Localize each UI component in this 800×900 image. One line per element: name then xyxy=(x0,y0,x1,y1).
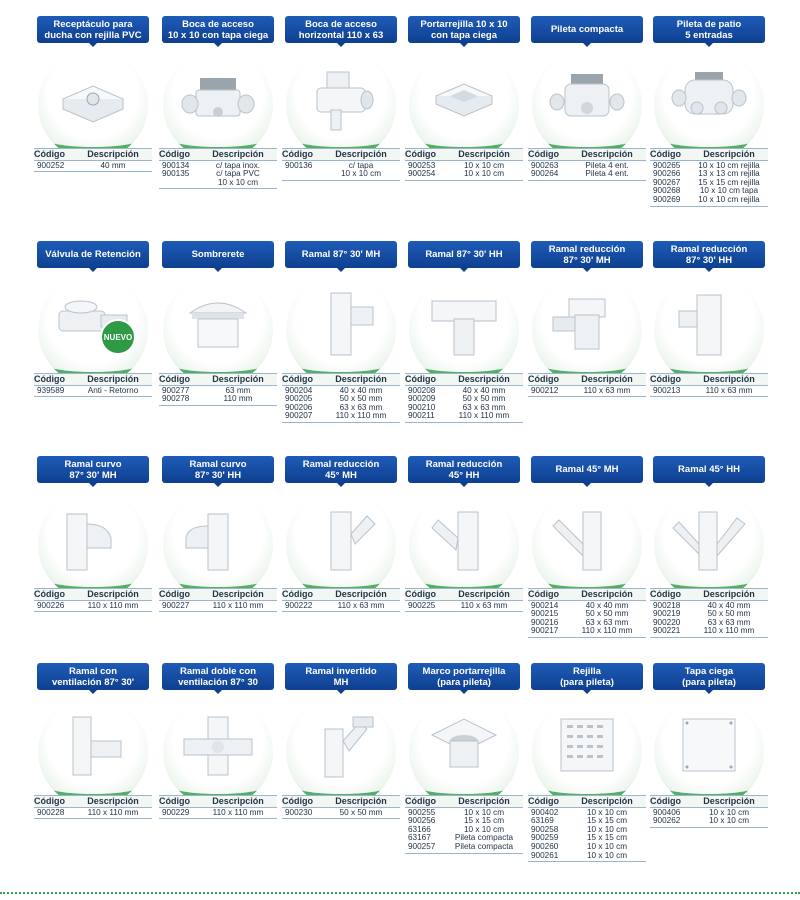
product-description: 110 x 110 mm xyxy=(458,412,510,421)
table-row xyxy=(405,809,523,818)
product-code: 900255 xyxy=(408,808,436,817)
product-description: 10 x 10 cm xyxy=(708,817,750,826)
wye-hh-icon xyxy=(654,490,764,600)
reducing-tee-mh-icon xyxy=(532,275,642,385)
product-code-table xyxy=(34,373,152,397)
tee-mh-icon xyxy=(286,275,396,385)
product-title-tag: Ramal 45° MH xyxy=(531,456,643,483)
product-title-tag: Sombrerete xyxy=(162,241,274,268)
wye-mh-icon xyxy=(532,490,642,600)
table-row xyxy=(405,412,523,421)
product-code: 900402 xyxy=(531,808,559,817)
description-header: Descripción xyxy=(581,149,633,159)
product-description: 110 x 63 mm xyxy=(337,601,385,610)
product-code-table xyxy=(528,588,646,638)
product-description: 10 x 10 cm xyxy=(340,170,382,179)
product-description: 10 x 10 cm xyxy=(463,161,505,170)
product-code: 900267 xyxy=(653,178,681,187)
product-code: 900219 xyxy=(653,610,681,619)
product-code: 900264 xyxy=(531,170,559,179)
table-row xyxy=(282,412,400,421)
product-code: 900253 xyxy=(408,161,436,170)
product-description: 110 x 110 mm xyxy=(87,808,139,817)
product-code-table xyxy=(282,148,400,181)
product-title-tag: Tapa ciega (para pileta) xyxy=(653,663,765,690)
description-header: Descripción xyxy=(581,589,633,599)
table-row xyxy=(34,602,152,611)
table-row xyxy=(34,162,152,171)
code-header: Código xyxy=(34,589,65,599)
description-header: Descripción xyxy=(703,796,755,806)
table-row xyxy=(282,395,400,404)
description-header: Descripción xyxy=(335,796,387,806)
description-header: Descripción xyxy=(87,796,139,806)
product-code: 900225 xyxy=(408,601,436,610)
product-title-tag: Ramal reducción 87° 30' HH xyxy=(653,241,765,268)
product-code: 900258 xyxy=(531,825,559,834)
product-code: 900269 xyxy=(653,195,681,204)
description-header: Descripción xyxy=(703,589,755,599)
table-row xyxy=(405,387,523,396)
product-description: 40 mm xyxy=(100,161,126,170)
table-row xyxy=(650,196,768,205)
product-code: 900215 xyxy=(531,610,559,619)
product-description: 15 x 15 cm xyxy=(463,817,505,826)
table-row xyxy=(159,162,277,171)
product-description: 10 x 10 cm xyxy=(463,170,505,179)
product-code: 900256 xyxy=(408,817,436,826)
product-title-tag: Rejilla (para pileta) xyxy=(531,663,643,690)
description-header: Descripción xyxy=(458,374,510,384)
product-code: 900221 xyxy=(653,627,681,636)
description-header: Descripción xyxy=(458,589,510,599)
table-row xyxy=(405,404,523,413)
product-description: 40 x 40 mm xyxy=(707,601,751,610)
product-title-tag: Ramal reducción 45° MH xyxy=(285,456,397,483)
product-code: 900210 xyxy=(408,403,436,412)
table-row xyxy=(528,619,646,628)
product-description: 10 x 10 cm xyxy=(463,825,505,834)
table-row xyxy=(650,179,768,188)
table-row xyxy=(159,170,277,179)
description-header: Descripción xyxy=(87,589,139,599)
table-row xyxy=(282,602,400,611)
product-description: 63 x 63 mm xyxy=(585,618,629,627)
product-code: 900207 xyxy=(285,412,313,421)
product-description: 110 x 110 mm xyxy=(703,627,755,636)
table-row xyxy=(650,387,768,396)
product-code-table xyxy=(34,148,152,172)
product-description: 50 x 50 mm xyxy=(339,395,383,404)
access-horizontal-icon xyxy=(286,50,396,160)
product-title-tag: Ramal doble con ventilación 87° 30 xyxy=(162,663,274,690)
product-code: 900260 xyxy=(531,842,559,851)
table-row xyxy=(528,817,646,826)
table-row xyxy=(405,843,523,852)
grate-icon xyxy=(532,697,642,807)
table-row xyxy=(650,187,768,196)
code-header: Código xyxy=(282,589,313,599)
table-row xyxy=(34,387,152,396)
description-header: Descripción xyxy=(87,149,139,159)
product-code: 900265 xyxy=(653,161,681,170)
product-code-table xyxy=(282,373,400,423)
product-code xyxy=(282,170,322,179)
product-code: 900262 xyxy=(653,817,681,826)
table-row xyxy=(282,170,400,179)
table-row xyxy=(282,809,400,818)
product-code: 900134 xyxy=(162,161,190,170)
code-header: Código xyxy=(528,374,559,384)
description-header: Descripción xyxy=(212,589,264,599)
product-description: Pileta 4 ent. xyxy=(585,161,629,170)
product-code: 900209 xyxy=(408,395,436,404)
product-description: c/ tapa inox. xyxy=(215,161,261,170)
product-description: 63 x 63 mm xyxy=(707,618,751,627)
reducing-wye-hh-icon xyxy=(409,490,519,600)
product-description: 15 x 15 cm xyxy=(586,834,628,843)
product-code-table xyxy=(405,148,523,181)
product-code: 900216 xyxy=(531,618,559,627)
product-code-table xyxy=(282,795,400,819)
table-row xyxy=(282,162,400,171)
product-description: 110 x 110 mm xyxy=(335,412,387,421)
table-row xyxy=(528,162,646,171)
table-row xyxy=(650,817,768,826)
product-description: 110 mm xyxy=(223,395,253,404)
product-description: 15 x 15 cm rejilla xyxy=(698,178,760,187)
code-header: Código xyxy=(34,149,65,159)
product-code: 900220 xyxy=(653,618,681,627)
product-description: 63 x 63 mm xyxy=(339,403,383,412)
table-row xyxy=(650,602,768,611)
description-header: Descripción xyxy=(581,374,633,384)
grate-holder-icon xyxy=(409,50,519,160)
code-header: Código xyxy=(282,796,313,806)
product-code: 900266 xyxy=(653,170,681,179)
product-code: 900206 xyxy=(285,403,313,412)
description-header: Descripción xyxy=(212,796,264,806)
code-header: Código xyxy=(34,374,65,384)
product-code-table xyxy=(159,148,277,189)
table-row xyxy=(159,395,277,404)
tee-hh-icon xyxy=(409,275,519,385)
product-description: 110 x 110 mm xyxy=(212,808,264,817)
product-description: 63 mm xyxy=(225,386,251,395)
code-header: Código xyxy=(650,149,681,159)
curved-tee-mh-icon xyxy=(38,490,148,600)
product-code: 900259 xyxy=(531,834,559,843)
product-code-table xyxy=(159,588,277,612)
product-description: 50 x 50 mm xyxy=(339,808,383,817)
product-code: 900222 xyxy=(285,601,313,610)
product-title-tag: Ramal curvo 87° 30' HH xyxy=(162,456,274,483)
product-description: 15 x 15 cm xyxy=(586,817,628,826)
product-code: 900218 xyxy=(653,601,681,610)
table-row xyxy=(650,627,768,636)
new-badge: NUEVO xyxy=(100,319,136,355)
product-description: 10 x 10 cm xyxy=(463,808,505,817)
product-code: 900211 xyxy=(408,412,435,421)
product-code-table xyxy=(650,795,768,828)
table-row xyxy=(650,809,768,818)
product-code-table xyxy=(528,795,646,862)
product-description: 110 x 63 mm xyxy=(460,601,508,610)
product-code-table xyxy=(528,148,646,181)
product-title-tag: Marco portarrejilla (para pileta) xyxy=(408,663,520,690)
product-description: 50 x 50 mm xyxy=(585,610,629,619)
description-header: Descripción xyxy=(212,374,264,384)
table-row xyxy=(650,610,768,619)
product-code: 900135 xyxy=(162,170,190,179)
product-description: 10 x 10 cm xyxy=(217,178,259,187)
product-description: 40 x 40 mm xyxy=(462,386,506,395)
curved-tee-hh-icon xyxy=(163,490,273,600)
compact-basin-icon xyxy=(532,50,642,160)
table-row xyxy=(650,619,768,628)
inverted-tee-icon xyxy=(286,697,396,807)
description-header: Descripción xyxy=(87,374,139,384)
table-row xyxy=(159,179,277,188)
product-title-tag: Ramal invertido MH xyxy=(285,663,397,690)
product-title-tag: Ramal 87° 30' MH xyxy=(285,241,397,268)
product-code: 900268 xyxy=(653,187,681,196)
product-code: 939589 xyxy=(37,386,65,395)
description-header: Descripción xyxy=(458,796,510,806)
code-header: Código xyxy=(282,374,313,384)
code-header: Código xyxy=(405,796,436,806)
product-code-table xyxy=(159,795,277,819)
product-title-tag: Ramal con ventilación 87° 30' xyxy=(37,663,149,690)
product-code-table xyxy=(650,148,768,207)
table-row xyxy=(528,610,646,619)
product-title-tag: Portarrejilla 10 x 10 con tapa ciega xyxy=(408,16,520,43)
product-description: Pileta 4 ent. xyxy=(585,170,629,179)
product-code: 900227 xyxy=(162,601,190,610)
double-vent-tee-icon xyxy=(163,697,273,807)
product-code: 900214 xyxy=(531,601,559,610)
product-title-tag: Boca de acceso horizontal 110 x 63 xyxy=(285,16,397,43)
product-code: 900406 xyxy=(653,808,681,817)
vent-cap-icon xyxy=(163,275,273,385)
product-description: 10 x 10 cm xyxy=(586,825,628,834)
table-row xyxy=(528,826,646,835)
product-code-table xyxy=(405,795,523,854)
product-description: 10 x 10 cm rejilla xyxy=(698,195,760,204)
product-description: 10 x 10 cm rejilla xyxy=(698,161,760,170)
access-box-icon xyxy=(163,50,273,160)
table-row xyxy=(405,170,523,179)
product-description: 50 x 50 mm xyxy=(707,610,751,619)
product-code: 900205 xyxy=(285,395,313,404)
product-code: 900277 xyxy=(162,386,190,395)
code-header: Código xyxy=(34,796,65,806)
table-row xyxy=(405,817,523,826)
table-row xyxy=(650,170,768,179)
product-code: 900208 xyxy=(408,386,436,395)
product-title-tag: Ramal reducción 45° HH xyxy=(408,456,520,483)
product-code: 900204 xyxy=(285,386,313,395)
description-header: Descripción xyxy=(458,149,510,159)
patio-basin-icon xyxy=(654,50,764,160)
table-row xyxy=(405,602,523,611)
code-header: Código xyxy=(159,374,190,384)
table-row xyxy=(650,162,768,171)
product-code: 900212 xyxy=(531,386,559,395)
table-row xyxy=(528,602,646,611)
code-header: Código xyxy=(405,589,436,599)
code-header: Código xyxy=(650,589,681,599)
code-header: Código xyxy=(650,374,681,384)
product-description: 110 x 63 mm xyxy=(705,386,753,395)
product-title-tag: Boca de acceso 10 x 10 con tapa ciega xyxy=(162,16,274,43)
code-header: Código xyxy=(650,796,681,806)
code-header: Código xyxy=(159,796,190,806)
product-code: 900254 xyxy=(408,170,436,179)
product-code-table xyxy=(405,373,523,423)
product-description: Pileta compacta xyxy=(454,834,514,843)
table-row xyxy=(405,826,523,835)
product-title-tag: Pileta compacta xyxy=(531,16,643,43)
product-code-table xyxy=(34,588,152,612)
product-description: 40 x 40 mm xyxy=(585,601,629,610)
product-title-tag: Pileta de patio 5 entradas xyxy=(653,16,765,43)
description-header: Descripción xyxy=(335,589,387,599)
code-header: Código xyxy=(405,149,436,159)
code-header: Código xyxy=(159,149,190,159)
product-code: 63166 xyxy=(408,825,431,834)
vent-tee-icon xyxy=(38,697,148,807)
product-description: c/ tapa xyxy=(348,161,374,170)
product-code: 900229 xyxy=(162,808,190,817)
product-description: 10 x 10 cm xyxy=(586,851,628,860)
product-title-tag: Ramal curvo 87° 30' MH xyxy=(37,456,149,483)
table-row xyxy=(34,809,152,818)
product-description: 110 x 110 mm xyxy=(212,601,264,610)
product-code: 900228 xyxy=(37,808,65,817)
product-title-tag: Ramal reducción 87° 30' MH xyxy=(531,241,643,268)
reducing-wye-mh-icon xyxy=(286,490,396,600)
table-row xyxy=(405,395,523,404)
product-description: 50 x 50 mm xyxy=(462,395,506,404)
product-code: 900230 xyxy=(285,808,313,817)
code-header: Código xyxy=(528,589,559,599)
description-header: Descripción xyxy=(703,149,755,159)
product-code: 900252 xyxy=(37,161,65,170)
product-code-table xyxy=(528,373,646,397)
code-header: Código xyxy=(528,149,559,159)
product-description: 10 x 10 cm tapa xyxy=(699,187,759,196)
product-code: 900261 xyxy=(531,851,559,860)
product-code: 63169 xyxy=(531,817,554,826)
product-code: 900213 xyxy=(653,386,681,395)
product-description: 10 x 10 cm xyxy=(586,842,628,851)
product-description: 10 x 10 cm xyxy=(586,808,628,817)
product-code-table xyxy=(159,373,277,406)
description-header: Descripción xyxy=(703,374,755,384)
product-description: 40 x 40 mm xyxy=(339,386,383,395)
product-description: 10 x 10 cm xyxy=(708,808,750,817)
product-code: 900226 xyxy=(37,601,65,610)
product-description: Anti - Retorno xyxy=(87,386,139,395)
product-description: 63 x 63 mm xyxy=(462,403,506,412)
product-description: Pileta compacta xyxy=(454,842,514,851)
product-description: 110 x 63 mm xyxy=(583,386,631,395)
table-row xyxy=(159,809,277,818)
product-title-tag: Ramal 87° 30' HH xyxy=(408,241,520,268)
code-header: Código xyxy=(405,374,436,384)
code-header: Código xyxy=(282,149,313,159)
code-header: Código xyxy=(159,589,190,599)
product-description: c/ tapa PVC xyxy=(216,170,260,179)
table-row xyxy=(405,834,523,843)
description-header: Descripción xyxy=(335,374,387,384)
blind-cover-icon xyxy=(654,697,764,807)
description-header: Descripción xyxy=(335,149,387,159)
product-title-tag: Válvula de Retención xyxy=(37,241,149,268)
table-row xyxy=(528,170,646,179)
product-title-tag: Receptáculo para ducha con rejilla PVC xyxy=(37,16,149,43)
product-code-table xyxy=(34,795,152,819)
code-header: Código xyxy=(528,796,559,806)
product-code: 63167 xyxy=(408,834,431,843)
table-row xyxy=(528,627,646,636)
description-header: Descripción xyxy=(581,796,633,806)
table-row xyxy=(528,852,646,861)
table-row xyxy=(159,602,277,611)
product-title-tag: Ramal 45° HH xyxy=(653,456,765,483)
table-row xyxy=(528,834,646,843)
product-code: 900257 xyxy=(408,842,436,851)
dotted-footer-divider xyxy=(0,892,800,894)
description-header: Descripción xyxy=(212,149,264,159)
product-code xyxy=(159,179,199,188)
grate-frame-icon xyxy=(409,697,519,807)
product-description: 110 x 110 mm xyxy=(581,627,633,636)
table-row xyxy=(528,843,646,852)
shower-receptacle-icon xyxy=(38,50,148,160)
product-code: 900136 xyxy=(285,161,313,170)
product-code: 900217 xyxy=(531,627,559,636)
product-code: 900278 xyxy=(162,395,190,404)
table-row xyxy=(528,809,646,818)
product-code: 900263 xyxy=(531,161,559,170)
table-row xyxy=(159,387,277,396)
product-code-table xyxy=(405,588,523,612)
product-code-table xyxy=(650,588,768,638)
table-row xyxy=(282,404,400,413)
product-description: 13 x 13 cm rejilla xyxy=(698,170,760,179)
product-code-table xyxy=(650,373,768,397)
product-code-table xyxy=(282,588,400,612)
product-description: 110 x 110 mm xyxy=(87,601,139,610)
table-row xyxy=(405,162,523,171)
table-row xyxy=(282,387,400,396)
table-row xyxy=(528,387,646,396)
reducing-tee-hh-icon xyxy=(654,275,764,385)
